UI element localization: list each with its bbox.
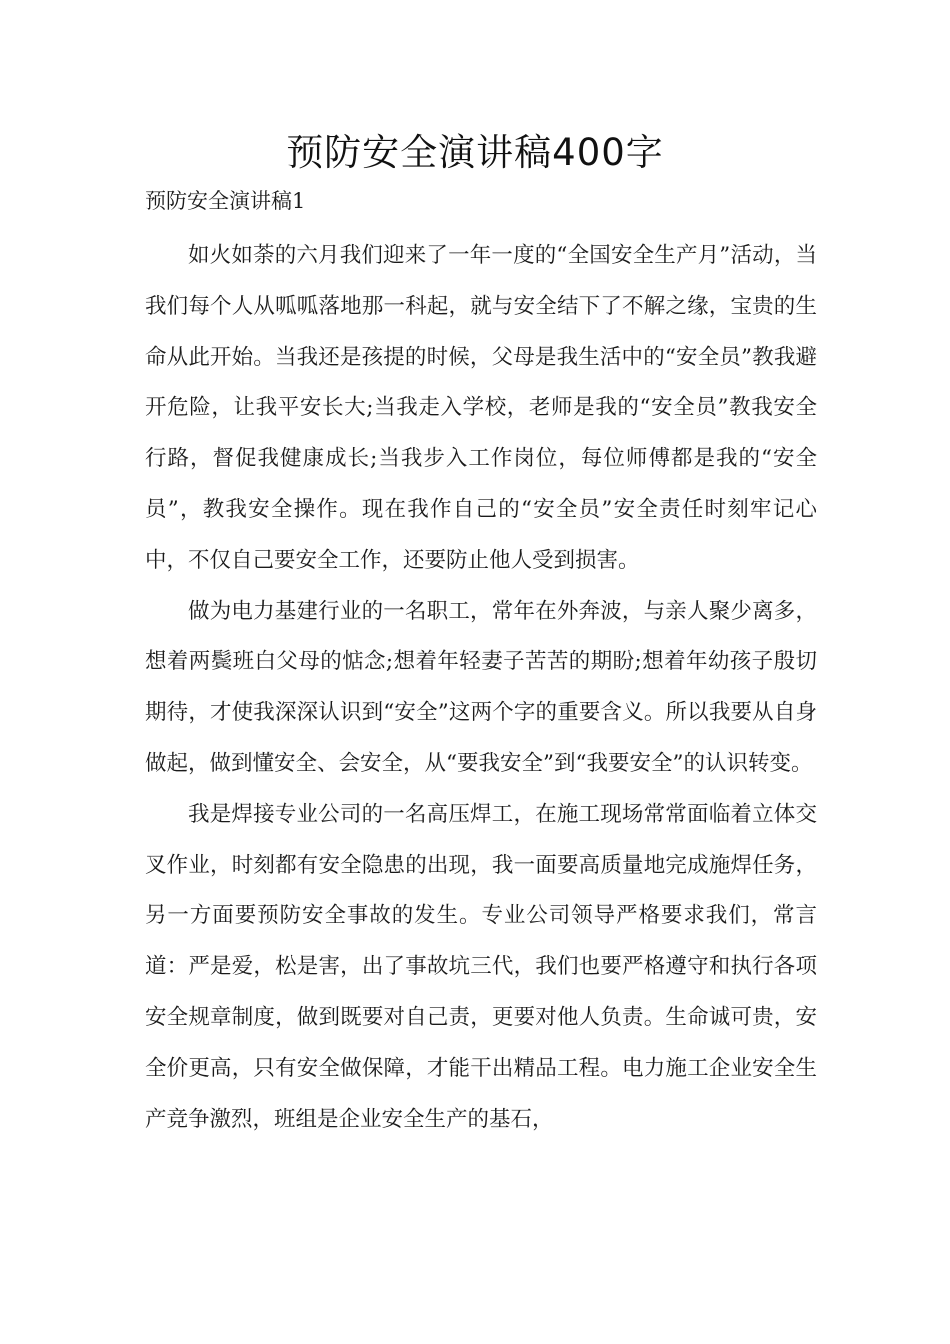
paragraph-3: 我是焊接专业公司的一名高压焊工，在施工现场常常面临着立体交叉作业，时刻都有安全隐患的出现，我一面要高质量地完成施焊任务，另一方面要预防安全事故的发生。专业公司领导严格要求我们，常言道：严是爱，松是害，出了事故坑三代，我们也要严格遵守和执行各项安全规章制度，做到既要对自己责，更要对他人负责。生命诚可贵，安全价更高，只有安全做保障，才能干出精品工程。电力施工企业安全生产竞争激烈，班组是企业安全生产的基石， — [145, 801, 817, 1132]
paragraph-2: 做为电力基建行业的一名职工，常年在外奔波，与亲人聚少离多，想着两鬓班白父母的惦念;想着年轻妻子苦苦的期盼;想着年幼孩子殷切期待，才使我深深认识到“安全”这两个字的重要含义。所以我要从自身做起，做到懂安全、会安全，从“要我安全”到“我要安全”的认识转变。 — [145, 598, 817, 776]
document-body — [145, 231, 817, 1145]
document-title: 预防安全演讲稿400字 — [286, 131, 664, 174]
paragraph-1: 如火如荼的六月我们迎来了一年一度的“全国安全生产月”活动，当我们每个人从呱呱落地那一科起，就与安全结下了不解之缘，宝贵的生命从此开始。当我还是孩提的时候，父母是我生活中的“安全员”教我避开危险，让我平安长大;当我走入学校，老师是我的“安全员”教我安全行路，督促我健康成长;当我步入工作岗位，每位师傅都是我的“安全员”，教我安全操作。现在我作自己的“安全员”安全责任时刻牢记心中，不仅自己要安全工作，还要防止他人受到损害。 — [145, 243, 817, 573]
section-subheading: 预防安全演讲稿1 — [145, 189, 306, 213]
